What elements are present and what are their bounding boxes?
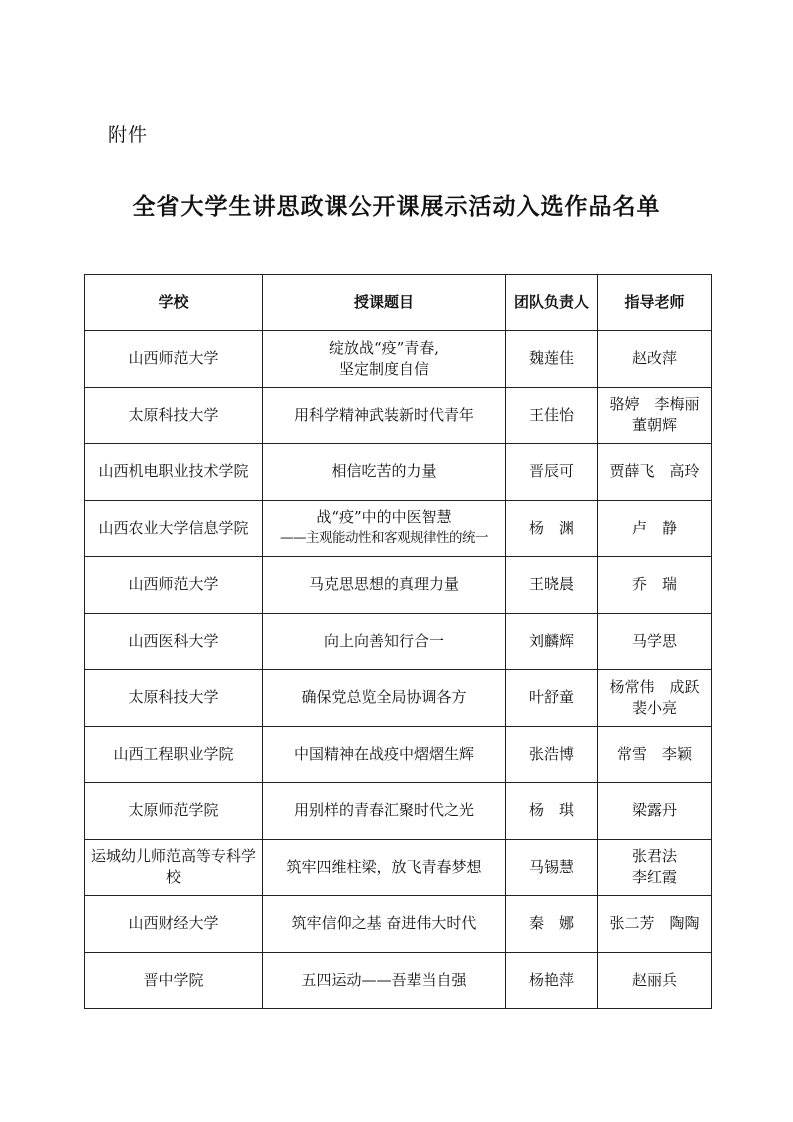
advisor-line: 张二芳 陶陶 — [609, 914, 700, 933]
topic-line: 筑牢四维柱梁，放飞青春梦想 — [286, 857, 482, 876]
topic-cell — [263, 444, 506, 501]
school-cell: 山西财经大学 — [85, 896, 263, 953]
selection-table — [84, 274, 712, 1009]
leader-cell: 刘麟辉 — [506, 613, 598, 670]
column-header-leader: 团队负责人 — [506, 275, 598, 331]
advisor-line: 赵改萍 — [631, 349, 677, 368]
advisor-line: 赵丽兵 — [631, 970, 677, 989]
topic-line: 用别样的青春汇聚时代之光 — [293, 801, 474, 820]
leader-cell: 晋辰可 — [506, 444, 598, 501]
school-cell: 山西师范大学 — [85, 557, 263, 614]
column-header-school: 学校 — [85, 275, 263, 331]
school-cell: 太原师范学院 — [85, 783, 263, 840]
attachment-label: 附件 — [108, 124, 149, 146]
table-header-row — [85, 275, 712, 331]
topic-line: 相信吃苦的力量 — [331, 462, 437, 481]
school-cell: 晋中学院 — [85, 952, 263, 1009]
table-row — [85, 613, 712, 670]
topic-cell — [263, 896, 506, 953]
table-body — [85, 331, 712, 1009]
topic-line: 五四运动——吾辈当自强 — [301, 970, 467, 989]
leader-cell: 杨 渊 — [506, 500, 598, 557]
advisor-cell — [598, 387, 712, 444]
advisor-cell — [598, 952, 712, 1009]
topic-cell — [263, 839, 506, 896]
advisor-cell — [598, 444, 712, 501]
table-row — [85, 896, 712, 953]
advisor-cell — [598, 783, 712, 840]
leader-cell: 王晓晨 — [506, 557, 598, 614]
table-row — [85, 726, 712, 783]
topic-cell — [263, 613, 506, 670]
topic-cell — [263, 331, 506, 388]
advisor-line: 骆婷 李梅丽 — [609, 395, 700, 414]
topic-line: 马克思思想的真理力量 — [308, 575, 459, 594]
table-row — [85, 557, 712, 614]
topic-line: 绽放战“疫”青春, — [328, 338, 440, 357]
topic-line: ——主观能动性和客观规律性的统一 — [280, 530, 488, 547]
leader-cell: 叶舒童 — [506, 670, 598, 727]
topic-cell — [263, 557, 506, 614]
topic-cell — [263, 387, 506, 444]
school-cell: 山西工程职业学院 — [85, 726, 263, 783]
table-row — [85, 952, 712, 1009]
topic-line: 中国精神在战疫中熠熠生辉 — [293, 744, 474, 763]
topic-cell — [263, 500, 506, 557]
topic-line: 战“疫”中的中医智慧 — [316, 508, 452, 527]
topic-cell — [263, 670, 506, 727]
advisor-cell — [598, 839, 712, 896]
table-row — [85, 331, 712, 388]
topic-cell — [263, 783, 506, 840]
table-row — [85, 444, 712, 501]
advisor-line: 卢 静 — [631, 518, 677, 537]
table-row — [85, 670, 712, 727]
topic-cell — [263, 726, 506, 783]
advisor-cell — [598, 726, 712, 783]
leader-cell: 秦 娜 — [506, 896, 598, 953]
advisor-line: 董朝辉 — [631, 416, 677, 435]
leader-cell: 张浩博 — [506, 726, 598, 783]
advisor-cell — [598, 896, 712, 953]
advisor-cell — [598, 670, 712, 727]
advisor-line: 马学思 — [631, 631, 677, 650]
advisor-cell — [598, 500, 712, 557]
topic-cell — [263, 952, 506, 1009]
advisor-line: 乔 瑞 — [631, 575, 677, 594]
topic-line: 向上向善知行合一 — [323, 631, 444, 650]
table-row — [85, 839, 712, 896]
column-header-topic: 授课题目 — [263, 275, 506, 331]
school-cell: 太原科技大学 — [85, 670, 263, 727]
document-title: 全省大学生讲思政课公开课展示活动入选作品名单 — [132, 193, 661, 220]
topic-line: 用科学精神武装新时代青年 — [293, 405, 474, 424]
topic-line: 确保党总览全局协调各方 — [301, 688, 467, 707]
advisor-line: 裴小亮 — [631, 698, 677, 717]
school-cell: 山西师范大学 — [85, 331, 263, 388]
advisor-line: 梁露丹 — [631, 801, 677, 820]
advisor-line: 贾薛飞 高玲 — [609, 462, 700, 481]
advisor-line: 常雪 李颖 — [616, 744, 692, 763]
advisor-cell — [598, 331, 712, 388]
school-cell: 山西农业大学信息学院 — [85, 500, 263, 557]
school-cell: 山西医科大学 — [85, 613, 263, 670]
leader-cell: 魏莲佳 — [506, 331, 598, 388]
table-row — [85, 500, 712, 557]
leader-cell: 王佳怡 — [506, 387, 598, 444]
school-cell: 太原科技大学 — [85, 387, 263, 444]
topic-line: 坚定制度自信 — [338, 359, 429, 378]
leader-cell: 杨艳萍 — [506, 952, 598, 1009]
table-row — [85, 387, 712, 444]
topic-line: 筑牢信仰之基 奋进伟大时代 — [291, 914, 477, 933]
leader-cell: 杨 琪 — [506, 783, 598, 840]
column-header-advisor: 指导老师 — [598, 275, 712, 331]
advisor-cell — [598, 557, 712, 614]
advisor-line: 张君法 — [631, 847, 677, 866]
advisor-line: 杨常伟 成跃 — [609, 677, 700, 696]
school-cell: 山西机电职业技术学院 — [85, 444, 263, 501]
table-row — [85, 783, 712, 840]
school-cell: 运城幼儿师范高等专科学校 — [85, 839, 263, 896]
advisor-cell — [598, 613, 712, 670]
leader-cell: 马锡慧 — [506, 839, 598, 896]
advisor-line: 李红霞 — [631, 868, 677, 887]
